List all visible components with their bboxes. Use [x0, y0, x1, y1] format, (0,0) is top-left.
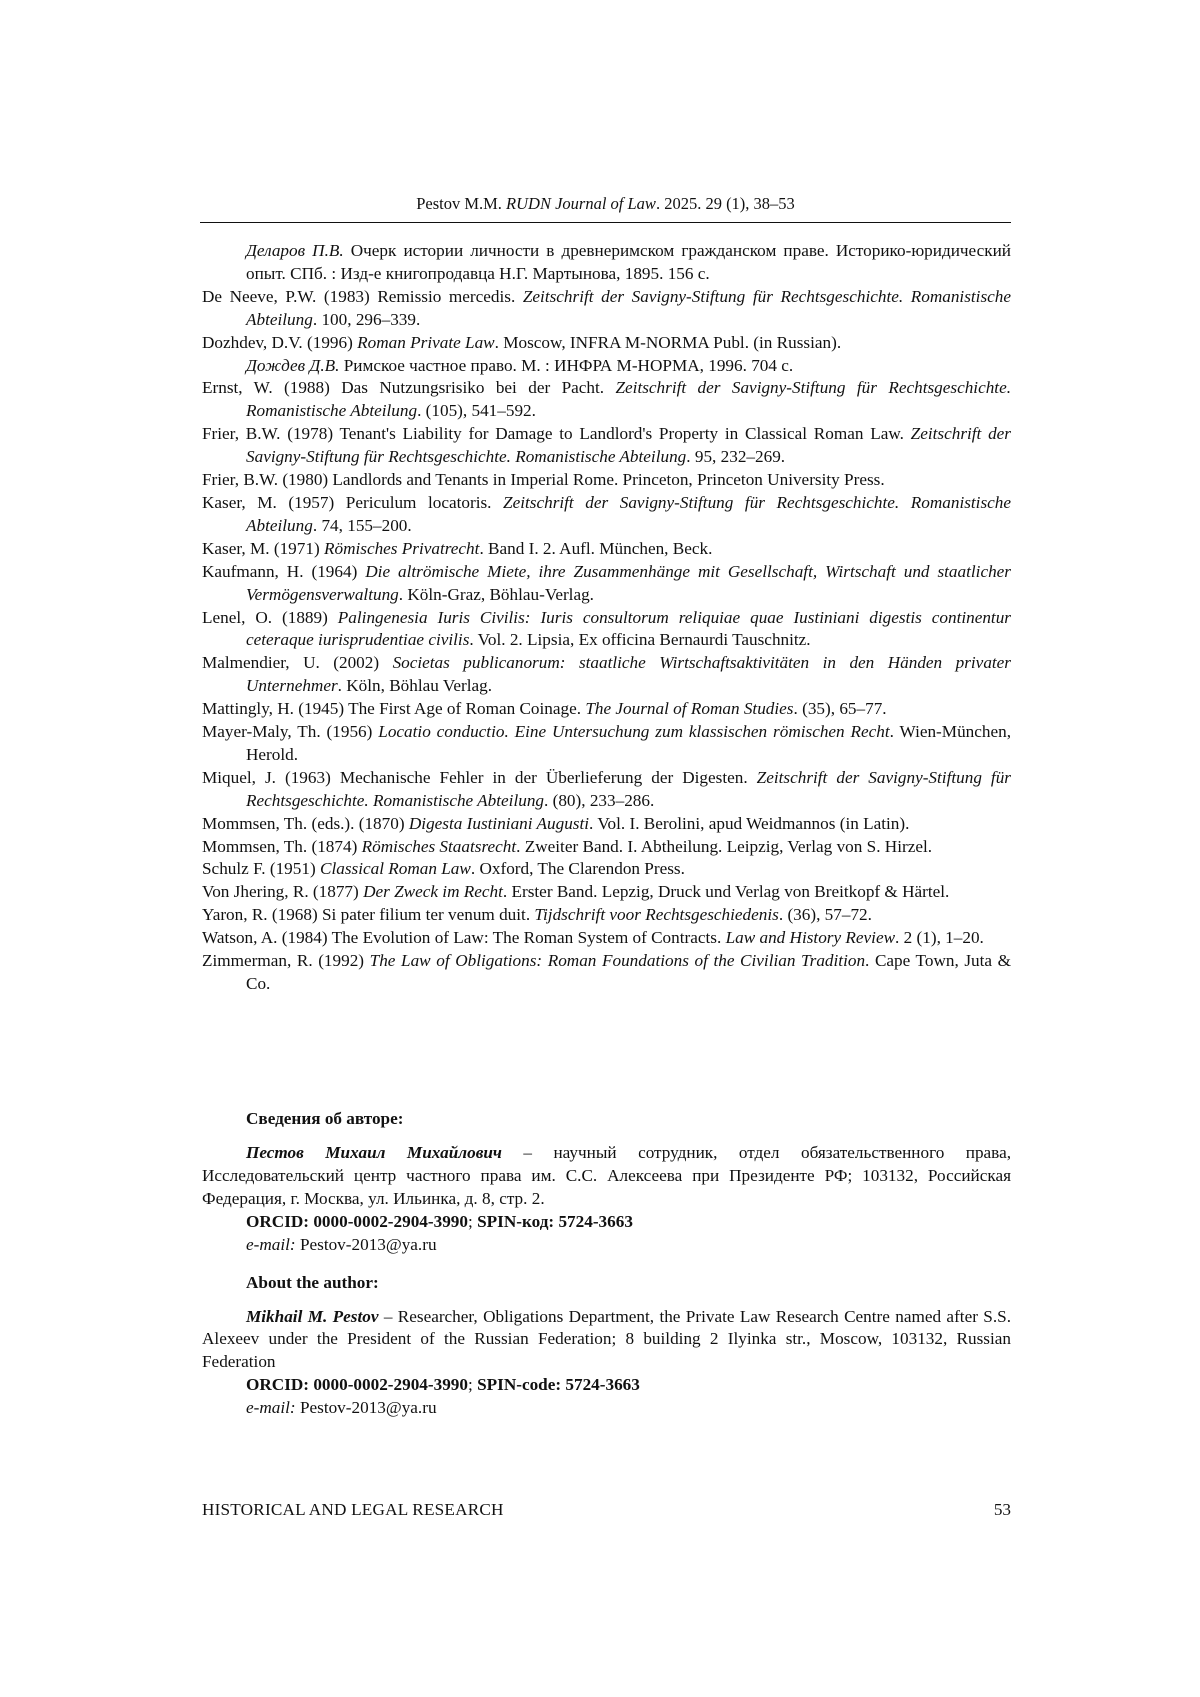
author-ru-paragraph	[202, 1142, 1011, 1211]
reference-entry	[202, 698, 1011, 721]
header-details: . 2025. 29 (1), 38–53	[656, 194, 795, 213]
reference-italic-part: Tijdschrift voor Rechtsgeschiedenis	[534, 905, 778, 924]
reference-text-part: . 95, 232–269.	[686, 447, 785, 466]
reference-text-part: . Band I. 2. Aufl. München, Beck.	[479, 539, 712, 558]
reference-text-part: Frier, B.W. (1980) Landlords and Tenants in Imperial Rome. Princeton, Princeton University Press.	[202, 470, 885, 489]
reference-text-part: Frier, B.W. (1978) Tenant's Liability for Damage to Landlord's Property in Classical Roman Law.	[202, 424, 911, 443]
author-en-orcid: ORCID: 0000-0002-2904-3990	[246, 1375, 468, 1394]
author-ru-sep: ;	[468, 1212, 477, 1231]
reference-text-part: . 74, 155–200.	[313, 516, 412, 535]
reference-text-part: Zimmerman, R. (1992)	[202, 951, 370, 970]
reference-italic-part: Die altrömische Miete, ihre Zusammenhänge mit Gesellschaft, Wirtschaft und staatlicher Vermögensverwaltung	[246, 562, 1011, 604]
reference-italic-part: Деларов П.В.	[246, 241, 344, 260]
reference-italic-part: Classical Roman Law	[320, 859, 471, 878]
reference-italic-part: Locatio conductio. Eine Untersuchung zum klassischen römischen Recht	[378, 722, 889, 741]
reference-entry	[202, 332, 1011, 355]
reference-text-part: Dozhdev, D.V. (1996)	[202, 333, 357, 352]
author-ru-email[interactable]: Pestov-2013@ya.ru	[296, 1235, 437, 1254]
reference-text-part: Malmendier, U. (2002)	[202, 653, 393, 672]
reference-text-part: Mommsen, Th. (eds.). (1870)	[202, 814, 409, 833]
reference-italic-part: Römisches Staatsrecht	[362, 837, 517, 856]
author-ru-description: – научный сотрудник, отдел обязательственного права, Исследовательский центр частного права им. С.С. Алексеева при Президенте РФ; 103132, Российская Федерация, г. Москва, ул. Ильинка, д. 8, стр. 2.	[202, 1143, 1011, 1208]
reference-text-part: Римское частное право. М. : ИНФРА М-НОРМА, 1996. 704 с.	[339, 356, 793, 375]
reference-italic-part: Law and History Review	[726, 928, 895, 947]
reference-text-part: . Moscow, INFRA M-NORMA Publ. (in Russian).	[495, 333, 841, 352]
author-en-paragraph	[202, 1306, 1011, 1375]
reference-italic-part: Zeitschrift der Savigny-Stiftung für Rechtsgeschichte. Romanistische Abteilung	[246, 378, 1011, 420]
reference-entry	[202, 607, 1011, 653]
author-en-email[interactable]: Pestov-2013@ya.ru	[296, 1398, 437, 1417]
header-rule	[200, 222, 1011, 223]
reference-text-part: Ernst, W. (1988) Das Nutzungsrisiko bei der Pacht.	[202, 378, 615, 397]
reference-entry	[202, 950, 1011, 996]
reference-text-part: . (80), 233–286.	[544, 791, 654, 810]
reference-entry	[202, 721, 1011, 767]
reference-text-part: De Neeve, P.W. (1983) Remissio mercedis.	[202, 287, 523, 306]
author-en-ids	[202, 1374, 1011, 1397]
reference-text-part: Kaser, M. (1971)	[202, 539, 324, 558]
reference-italic-part: Zeitschrift der Savigny-Stiftung für Rechtsgeschichte. Romanistische Abteilung	[246, 287, 1011, 329]
reference-entry	[202, 927, 1011, 950]
author-ru-email-label: e-mail:	[246, 1235, 296, 1254]
reference-text-part: Lenel, O. (1889)	[202, 608, 338, 627]
author-ru-spin: SPIN-код: 5724-3663	[477, 1212, 633, 1231]
reference-entry	[202, 813, 1011, 836]
reference-italic-part: Palingenesia Iuris Civilis: Iuris consultorum reliquiae quae Iustiniani digestis continentur ceteraque iurisprudentiae civilis	[246, 608, 1011, 650]
reference-text-part: Mayer-Maly, Th. (1956)	[202, 722, 378, 741]
reference-entry	[202, 858, 1011, 881]
reference-text-part: Schulz F. (1951)	[202, 859, 320, 878]
reference-italic-part: Дождев Д.В.	[246, 356, 339, 375]
reference-text-part: . Zweiter Band. I. Abtheilung. Leipzig, Verlag von S. Hirzel.	[516, 837, 932, 856]
reference-entry	[202, 286, 1011, 332]
author-ru-ids	[202, 1211, 1011, 1234]
running-header	[200, 193, 1011, 215]
reference-text-part: . Cape Town, Juta & Co.	[246, 951, 1011, 993]
author-ru-orcid: ORCID: 0000-0002-2904-3990	[246, 1212, 468, 1231]
reference-text-part: Очерк истории личности в древнеримском гражданском праве. Историко-юридический опыт. СПб. : Изд-е книгопродавца Н.Г. Мартынова, 1895. 156 с.	[246, 241, 1011, 283]
reference-entry	[202, 904, 1011, 927]
author-en-email-label: e-mail:	[246, 1398, 296, 1417]
reference-text-part: . (35), 65–77.	[794, 699, 887, 718]
reference-text-part: Kaufmann, H. (1964)	[202, 562, 365, 581]
reference-entry	[202, 240, 1011, 286]
reference-text-part: . 2 (1), 1–20.	[895, 928, 984, 947]
reference-entry	[202, 836, 1011, 859]
reference-italic-part: Roman Private Law	[357, 333, 495, 352]
page-number: 53	[994, 1498, 1011, 1521]
reference-text-part: Miquel, J. (1963) Mechanische Fehler in der Überlieferung der Digesten.	[202, 768, 757, 787]
author-en-description: – Researcher, Obligations Department, the Private Law Research Centre named after S.S. Alexeev under the President of the Russian Federation; 8 building 2 Ilyinka str., Moscow, 103132, Russian Federation	[202, 1307, 1011, 1372]
author-en-sep: ;	[468, 1375, 477, 1394]
author-ru-name: Пестов Михаил Михайлович	[246, 1143, 502, 1162]
author-info	[202, 1107, 1011, 1420]
reference-italic-part: Der Zweck im Recht	[363, 882, 503, 901]
reference-text-part: Mattingly, H. (1945) The First Age of Roman Coinage.	[202, 699, 585, 718]
footer-section: HISTORICAL AND LEGAL RESEARCH	[202, 1498, 504, 1521]
reference-entry	[202, 355, 1011, 378]
reference-text-part: Yaron, R. (1968) Si pater filium ter venum duit.	[202, 905, 534, 924]
reference-text-part: Von Jhering, R. (1877)	[202, 882, 363, 901]
reference-italic-part: Zeitschrift der Savigny-Stiftung für Rechtsgeschichte. Romanistische Abteilung	[246, 493, 1011, 535]
reference-entry	[202, 561, 1011, 607]
author-ru-email-line	[202, 1234, 1011, 1257]
header-journal: RUDN Journal of Law	[506, 194, 656, 213]
reference-entry	[202, 652, 1011, 698]
reference-text-part: . Erster Band. Lepzig, Druck und Verlag von Breitkopf & Härtel.	[503, 882, 949, 901]
reference-text-part: . Köln, Böhlau Verlag.	[338, 676, 492, 695]
reference-text-part: Watson, A. (1984) The Evolution of Law: The Roman System of Contracts.	[202, 928, 726, 947]
reference-italic-part: Societas publicanorum: staatliche Wirtschaftsaktivitäten in den Händen privater Unternehmer	[246, 653, 1011, 695]
reference-italic-part: The Journal of Roman Studies	[585, 699, 793, 718]
header-author: Pestov M.M.	[416, 194, 502, 213]
reference-text-part: . Oxford, The Clarendon Press.	[471, 859, 685, 878]
reference-entry	[202, 423, 1011, 469]
reference-italic-part: Zeitschrift der Savigny-Stiftung für Rechtsgeschichte. Romanistische Abteilung	[246, 768, 1011, 810]
reference-text-part: . Köln-Graz, Böhlau-Verlag.	[399, 585, 594, 604]
reference-list	[202, 240, 1011, 996]
reference-italic-part: Digesta Iustiniani Augusti	[409, 814, 589, 833]
author-ru-heading: Сведения об авторе:	[202, 1107, 1011, 1130]
reference-text-part: . 100, 296–339.	[313, 310, 420, 329]
reference-text-part: Mommsen, Th. (1874)	[202, 837, 362, 856]
reference-italic-part: Zeitschrift der Savigny-Stiftung für Rechtsgeschichte. Romanistische Abteilung	[246, 424, 1011, 466]
reference-entry	[202, 492, 1011, 538]
reference-text-part: Kaser, M. (1957) Periculum locatoris.	[202, 493, 503, 512]
reference-entry	[202, 377, 1011, 423]
reference-entry	[202, 881, 1011, 904]
author-en-heading: About the author:	[202, 1271, 1011, 1294]
reference-italic-part: The Law of Obligations: Roman Foundations of the Civilian Tradition	[370, 951, 865, 970]
reference-text-part: . Vol. I. Berolini, apud Weidmannos (in Latin).	[589, 814, 909, 833]
reference-text-part: . (36), 57–72.	[779, 905, 872, 924]
reference-text-part: . Wien-München, Herold.	[246, 722, 1011, 764]
reference-entry	[202, 767, 1011, 813]
reference-text-part: . (105), 541–592.	[417, 401, 536, 420]
reference-italic-part: Römisches Privatrecht	[324, 539, 479, 558]
reference-text-part: . Vol. 2. Lipsia, Ex officina Bernaurdi Tauschnitz.	[469, 630, 810, 649]
author-en-spin: SPIN-code: 5724-3663	[477, 1375, 640, 1394]
reference-entry	[202, 538, 1011, 561]
author-en-name: Mikhail M. Pestov	[246, 1307, 378, 1326]
reference-entry	[202, 469, 1011, 492]
author-en-email-line	[202, 1397, 1011, 1420]
